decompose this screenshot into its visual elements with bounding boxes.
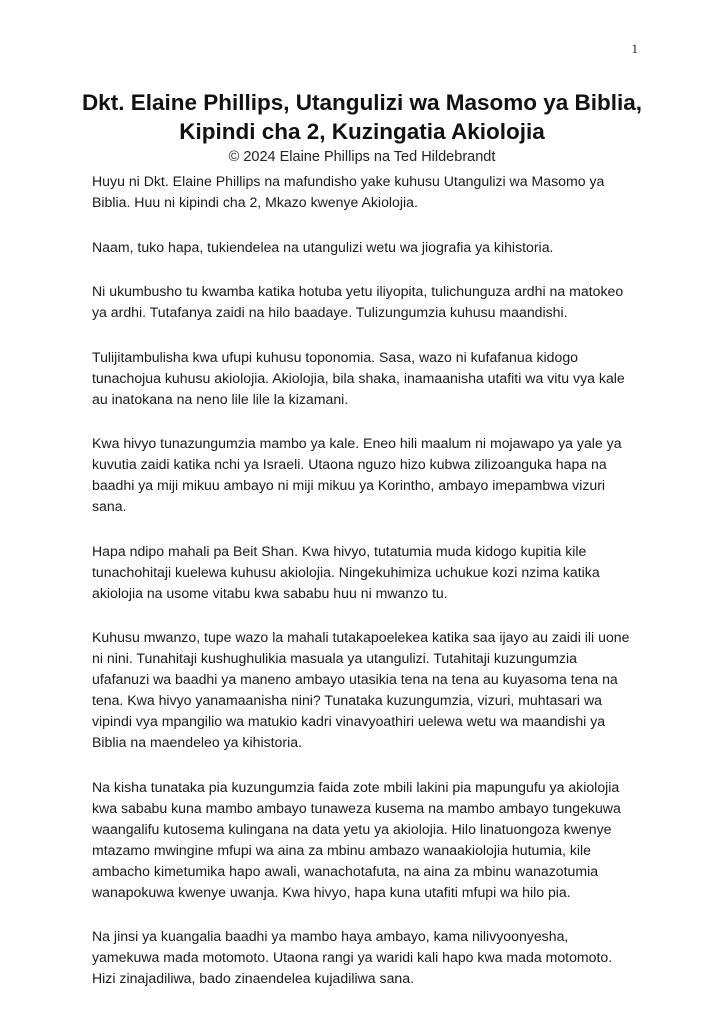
title-block: [60, 88, 664, 166]
paragraph: Ni ukumbusho tu kwamba katika hotuba yetu iliyopita, tulichunguza ardhi na matokeo ya ardhi. Tutafanya zaidi na hilo baadaye. Tulizungumzia kuhusu maandishi.: [92, 283, 624, 320]
title-line-1: Dkt. Elaine Phillips, Utangulizi wa Masomo ya Biblia,: [81, 90, 643, 115]
document-title: [60, 88, 664, 146]
document-body: [92, 171, 632, 1013]
paragraph: Tulijitambulisha kwa ufupi kuhusu toponomia. Sasa, wazo ni kufafanua kidogo tunachojua kuhusu akiolojia. Akiolojia, bila shaka, inamaanisha utafiti wa vitu vya kale au inatokana na neno lile lile la kizamani.: [92, 348, 625, 407]
paragraph: Naam, tuko hapa, tukiendelea na utangulizi wetu wa jiografia ya kihistoria.: [92, 238, 554, 255]
paragraph: Kwa hivyo tunazungumzia mambo ya kale. Eneo hili maalum ni mojawapo ya yale ya kuvutia zaidi katika nchi ya Israeli. Utaona nguzo hizo kubwa zilizoanguka hapa na baadhi ya miji mikuu ambayo ni miji mikuu ya Korintho, ambayo imepambwa vizuri sana.: [92, 435, 622, 514]
paragraph: Hapa ndipo mahali pa Beit Shan. Kwa hivyo, tutatumia muda kidogo kupitia kile tunachohitaji kuelewa kuhusu akiolojia. Ningekuhimiza uchukue kozi nzima katika akiolojia na usome vitabu kwa sababu huu ni mwanzo tu.: [92, 542, 600, 601]
title-line-2: Kipindi cha 2, Kuzingatia Akiolojia: [179, 119, 545, 144]
paragraph: Na jinsi ya kuangalia baadhi ya mambo haya ambayo, kama nilivyoonyesha, yamekuwa mada motomoto. Utaona rangi ya waridi kali hapo kwa mada motomoto. Hizi zinajadiliwa, bado zinaendelea kujadiliwa sana.: [92, 928, 613, 986]
copyright-line: © 2024 Elaine Phillips na Ted Hildebrandt: [228, 149, 496, 165]
paragraph: Kuhusu mwanzo, tupe wazo la mahali tutakapoelekea katika saa ijayo au zaidi ili uone ni nini. Tunahitaji kushughulikia masuala ya utangulizi. Tutahitaji kuzungumzia ufafanuzi wa baadhi ya maneno ambayo utasikia tena na tena au kuyasoma tena na tena. Kwa hivyo yanamaanisha nini? Tunataka kuzungumzia, vizuri, muhtasari wa vipindi vya mpangilio wa matukio kadri vinavyoathiri uelewa wetu wa maandishi ya Biblia na maendeleo ya kihistoria.: [92, 629, 630, 750]
paragraph: Huyu ni Dkt. Elaine Phillips na mafundisho yake kuhusu Utangulizi wa Masomo ya Biblia. Huu ni kipindi cha 2, Mkazo kwenye Akiolojia.: [92, 173, 605, 210]
paragraph: Na kisha tunataka pia kuzungumzia faida zote mbili lakini pia mapungufu ya akiolojia kwa sababu kuna mambo ambayo tunaweza kusema na mambo ambayo tungekuwa waangalifu kutosema kulingana na data yetu ya akiolojia. Hilo linatuongoza kwenye mtazamo mwingine mfupi wa aina za mbinu ambazo wanaakiolojia hutumia, kile ambacho kimetumika hapo awali, wanachotafuta, na aina za mbinu wanazotumia wanapokuwa kwenye uwanja. Kwa hivyo, hapa kuna utafiti mfupi wa hilo pia.: [92, 778, 621, 900]
page-number: 1: [631, 41, 638, 56]
